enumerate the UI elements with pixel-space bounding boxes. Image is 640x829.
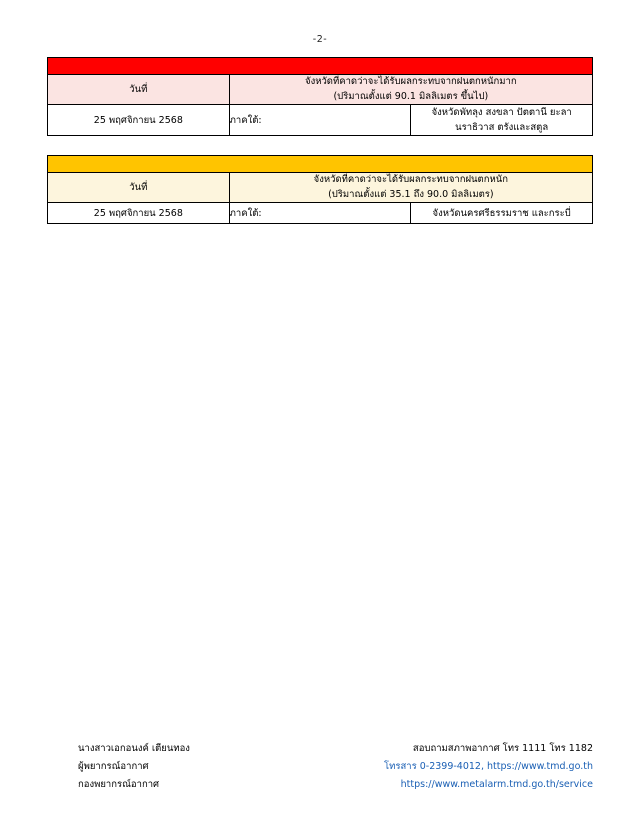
heavy-color-bar [48,156,593,173]
footer-contact-block [384,740,593,794]
header-description-line1: จังหวัดที่คาดว่าจะได้รับผลกระทบจากฝนตกหนัก [313,174,508,185]
row-date: 25 พฤศจิกายน 2568 [48,203,230,224]
table-row [48,203,593,224]
row-region: ภาคใต้: [229,105,411,136]
row-provinces: จังหวัดนครศรีธรรมราช และกระบี่ [411,203,593,224]
footer-author-division: กองพยากรณ์อากาศ [78,779,160,791]
footer-contact-fax-site[interactable]: โทรสาร 0-2399-4012, https://www.tmd.go.th [384,761,593,773]
severe-color-bar [48,58,593,75]
footer-contact-service-url[interactable]: https://www.metalarm.tmd.go.th/service [400,779,593,791]
page-number: -2- [312,34,328,45]
row-provinces: จังหวัดพัทลุง สงขลา ปัตตานี ยะลา นราธิวาส ตรังและสตูล [411,105,593,136]
header-date-label: วันที่ [48,173,230,203]
row-date: 25 พฤศจิกายน 2568 [48,105,230,136]
footer-author-role: ผู้พยากรณ์อากาศ [78,761,149,773]
table-color-bar-row [48,58,593,75]
table-header-row [48,173,593,203]
header-date-label: วันที่ [48,75,230,105]
table-row [48,105,593,136]
header-description [229,75,592,105]
table-color-bar-row [48,156,593,173]
row-region: ภาคใต้: [229,203,411,224]
header-description [229,173,592,203]
header-description-line2: (ปริมาณตั้งแต่ 90.1 มิลลิเมตร ขึ้นไป) [333,90,489,102]
header-description-line1: จังหวัดที่คาดว่าจะได้รับผลกระทบจากฝนตกหนักมาก [305,76,517,87]
table-header-row [48,75,593,105]
footer-author-block [78,740,190,794]
heavy-rain-table [47,155,593,224]
document-footer [0,740,640,820]
footer-author-name: นางสาวเอกอนงค์ เตียนทอง [78,743,190,754]
very-heavy-rain-table [47,57,593,136]
header-description-line2: (ปริมาณตั้งแต่ 35.1 ถึง 90.0 มิลลิเมตร) [328,188,494,200]
footer-contact-phone: สอบถามสภาพอากาศ โทร 1111 โทร 1182 [412,743,593,754]
